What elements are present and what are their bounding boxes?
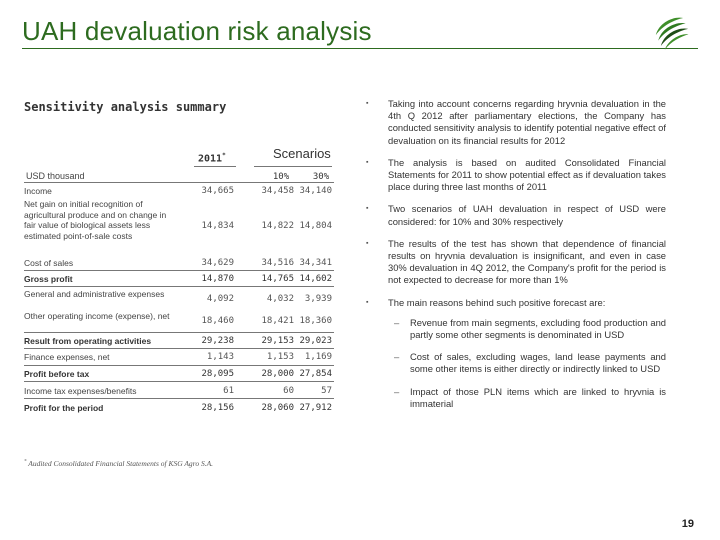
row-divider bbox=[24, 398, 334, 399]
table-cell-30-percent: 57 bbox=[321, 386, 332, 396]
table-cell-30-percent: 14,804 bbox=[299, 221, 332, 231]
table-row-label: Cost of sales bbox=[24, 258, 74, 268]
table-cell-2011: 29,238 bbox=[201, 336, 234, 346]
header-rule-2011 bbox=[194, 166, 236, 167]
table-row-label: Finance expenses, net bbox=[24, 352, 110, 362]
table-cell-10-percent: 4,032 bbox=[266, 294, 294, 304]
section-subtitle: Sensitivity analysis summary bbox=[24, 100, 227, 114]
table-cell-2011: 18,460 bbox=[201, 316, 234, 326]
bullet-item: ▪ Two scenarios of UAH devaluation in respect of USD were considered: for 10% and 30% respectively bbox=[366, 203, 666, 227]
row-divider bbox=[24, 348, 334, 349]
sub-bullet-item: – Revenue from main segments, excluding food production and partly some other segments is denominated in USD bbox=[394, 316, 666, 341]
title-underline bbox=[22, 48, 698, 49]
row-divider bbox=[24, 365, 334, 366]
bullet-item: ▪ The analysis is based on audited Consolidated Financial Statements for 2011 to show potential effect as if devaluation takes place during three last months of 2011 bbox=[366, 156, 666, 193]
table-cell-30-percent: 34,341 bbox=[299, 258, 332, 268]
unit-label: USD thousand bbox=[26, 171, 85, 181]
table-cell-10-percent: 28,000 bbox=[261, 369, 294, 379]
table-cell-30-percent: 18,360 bbox=[299, 316, 332, 326]
table-cell-2011: 28,156 bbox=[201, 403, 234, 413]
table-cell-2011: 1,143 bbox=[206, 352, 234, 362]
column-header-2011: 2011* bbox=[198, 152, 226, 165]
table-row-label: Income tax expenses/benefits bbox=[24, 386, 137, 396]
table-header-rule bbox=[24, 182, 334, 183]
table-cell-30-percent: 34,140 bbox=[299, 186, 332, 196]
page-number: 19 bbox=[681, 518, 694, 530]
table-cell-10-percent: 34,458 bbox=[261, 186, 294, 196]
table-cell-2011: 4,092 bbox=[206, 294, 234, 304]
table-row-label: Gross profit bbox=[24, 274, 73, 284]
table-cell-30-percent: 29,023 bbox=[299, 336, 332, 346]
table-cell-2011: 34,629 bbox=[201, 258, 234, 268]
table-cell-30-percent: 3,939 bbox=[304, 294, 332, 304]
table-cell-10-percent: 28,060 bbox=[261, 403, 294, 413]
table-cell-2011: 14,870 bbox=[201, 274, 234, 284]
table-row-label: Net gain on initial recognition of agricultural produce and on change in fair value of biological assets less estimated point-of-sale costs bbox=[24, 199, 167, 241]
table-row-label: General and administrative expenses bbox=[24, 289, 165, 299]
table-cell-2011: 14,834 bbox=[201, 221, 234, 231]
header-rule-scenarios bbox=[254, 166, 332, 167]
table-row-label: Other operating income (expense), net bbox=[24, 311, 170, 321]
bullet-item: ▪ Taking into account concerns regarding hryvnia devaluation in the 4th Q 2012 after parliamentary elections, the Company has conducted sensitivity analysis to identify potential negative effect of devaluation on its financial results for 2012 bbox=[366, 98, 666, 146]
row-divider bbox=[24, 270, 334, 271]
table-cell-30-percent: 1,169 bbox=[304, 352, 332, 362]
table-row-label: Income bbox=[24, 186, 52, 196]
row-divider bbox=[24, 286, 334, 287]
table-cell-2011: 61 bbox=[223, 386, 234, 396]
column-header-30-percent: 30% bbox=[312, 172, 330, 182]
row-divider bbox=[24, 332, 334, 333]
table-cell-10-percent: 1,153 bbox=[266, 352, 294, 362]
sub-bullet-item: – Cost of sales, excluding wages, land lease payments and some other items is either directly or indirectly linked to USD bbox=[394, 351, 666, 375]
table-cell-10-percent: 14,822 bbox=[261, 221, 294, 231]
row-divider bbox=[24, 381, 334, 382]
table-cell-30-percent: 14,602 bbox=[299, 274, 332, 284]
table-row-label: Profit for the period bbox=[24, 403, 104, 413]
column-header-scenarios: Scenarios bbox=[273, 146, 331, 161]
table-cell-10-percent: 18,421 bbox=[261, 316, 294, 326]
page-title: UAH devaluation risk analysis bbox=[22, 16, 372, 46]
table-cell-2011: 28,095 bbox=[201, 369, 234, 379]
bullet-item: ▪ The results of the test has shown that dependence of financial results on hryvnia devaluation is insignificant, and even in case 30% devaluation in 4Q 2012, the Company's profit for the period is not expected to decrease for more than 1% bbox=[366, 237, 666, 286]
bullet-item: ▪ The main reasons behind such positive forecast are: bbox=[366, 296, 606, 308]
table-row-label: Result from operating activities bbox=[24, 336, 152, 346]
column-header-10-percent: 10% bbox=[272, 172, 290, 182]
sub-bullet-item: – Impact of those PLN items which are linked to hryvnia is immaterial bbox=[394, 385, 666, 409]
table-cell-10-percent: 60 bbox=[283, 386, 294, 396]
table-cell-10-percent: 29,153 bbox=[261, 336, 294, 346]
table-cell-30-percent: 27,912 bbox=[299, 403, 332, 413]
analysis-bullets bbox=[366, 98, 666, 410]
table-cell-10-percent: 14,765 bbox=[261, 274, 294, 284]
table-cell-2011: 34,665 bbox=[201, 186, 234, 196]
table-row-label: Profit before tax bbox=[24, 369, 90, 379]
company-logo-icon bbox=[652, 12, 692, 52]
table-footnote: * Audited Consolidated Financial Statements of KSG Agro S.A. bbox=[24, 459, 214, 468]
table-cell-30-percent: 27,854 bbox=[299, 369, 332, 379]
table-cell-10-percent: 34,516 bbox=[261, 258, 294, 268]
